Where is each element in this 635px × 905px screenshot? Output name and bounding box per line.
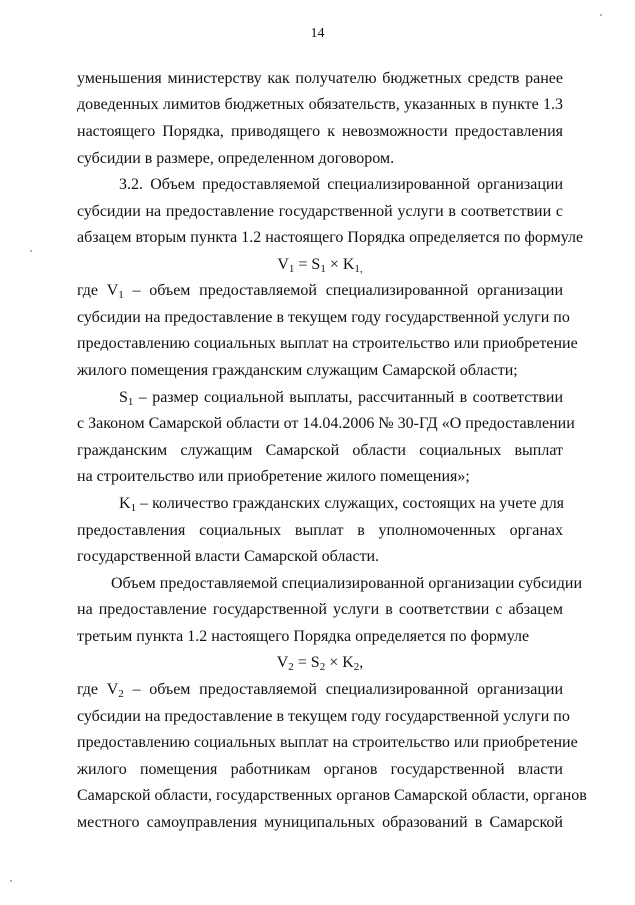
text-line: предоставлению социальных выплат на строительство или приобретение <box>77 734 578 751</box>
text-line: субсидии на предоставление в текущем году государственной услуги по <box>77 708 570 725</box>
text-line: где $V_2$ – объем предоставляемой специализированной организации <box>77 681 564 700</box>
text-line: $K_1$ – количество гражданских служащих, состоящих на учете для <box>119 495 565 514</box>
text-line: субсидии на предоставление государственной услуги в соответствии с <box>77 203 563 220</box>
text-line: предоставления социальных выплат в уполномоченных органах <box>77 522 563 539</box>
scan-speck <box>600 14 602 16</box>
text-line: Самарской области, государственных органов Самарской области, органов <box>77 787 587 804</box>
scan-speck <box>10 880 12 882</box>
text-line: на предоставление государственной услуги в соответствии с абзацем <box>77 601 563 618</box>
text-line: жилого помещения работникам органов государственной власти <box>77 761 563 778</box>
page-number: 14 <box>310 26 325 41</box>
text-line: местного самоуправления муниципальных образований в Самарской <box>77 814 563 831</box>
text-line: настоящего Порядка, приводящего к невозможности предоставления <box>77 123 563 140</box>
text-line: на строительство или приобретение жилого помещения»; <box>77 468 470 485</box>
text-line: субсидии в размере, определенном договором. <box>77 150 395 167</box>
scan-speck <box>30 250 32 252</box>
text-line: субсидии на предоставление в текущем году государственной услуги по <box>77 309 570 326</box>
text-line: уменьшения министерству как получателю бюджетных средств ранее <box>77 70 563 87</box>
text-line: доведенных лимитов бюджетных обязательств, указанных в пункте 1.3 <box>77 96 563 113</box>
text-line: третьим пункта 1.2 настоящего Порядка определяется по формуле <box>77 628 530 645</box>
text-line: 3.2. Объем предоставляемой специализированной организации <box>119 176 563 193</box>
formula-line: $V_2 = S_2 \times K_2$, <box>276 654 364 673</box>
formula-line: $V_1 = S_1 \times K_{1,}$ <box>277 256 363 275</box>
text-line: $S_1$ – размер социальной выплаты, рассчитанный в соответствии <box>119 389 563 408</box>
text-line: гражданским служащим Самарской области социальных выплат <box>77 442 563 459</box>
text-line: предоставлению социальных выплат на строительство или приобретение <box>77 335 578 352</box>
text-line: жилого помещения гражданским служащим Самарской области; <box>77 362 518 379</box>
text-line: абзацем вторым пункта 1.2 настоящего Порядка определяется по формуле <box>77 229 584 246</box>
text-line: Объем предоставляемой специализированной организации субсидии <box>111 575 582 592</box>
text-line: государственной власти Самарской области. <box>77 548 380 565</box>
text-line: с Законом Самарской области от 14.04.2006 № 30-ГД «О предоставлении <box>77 415 575 432</box>
text-line: где $V_1$ – объем предоставляемой специализированной организации <box>77 282 564 301</box>
